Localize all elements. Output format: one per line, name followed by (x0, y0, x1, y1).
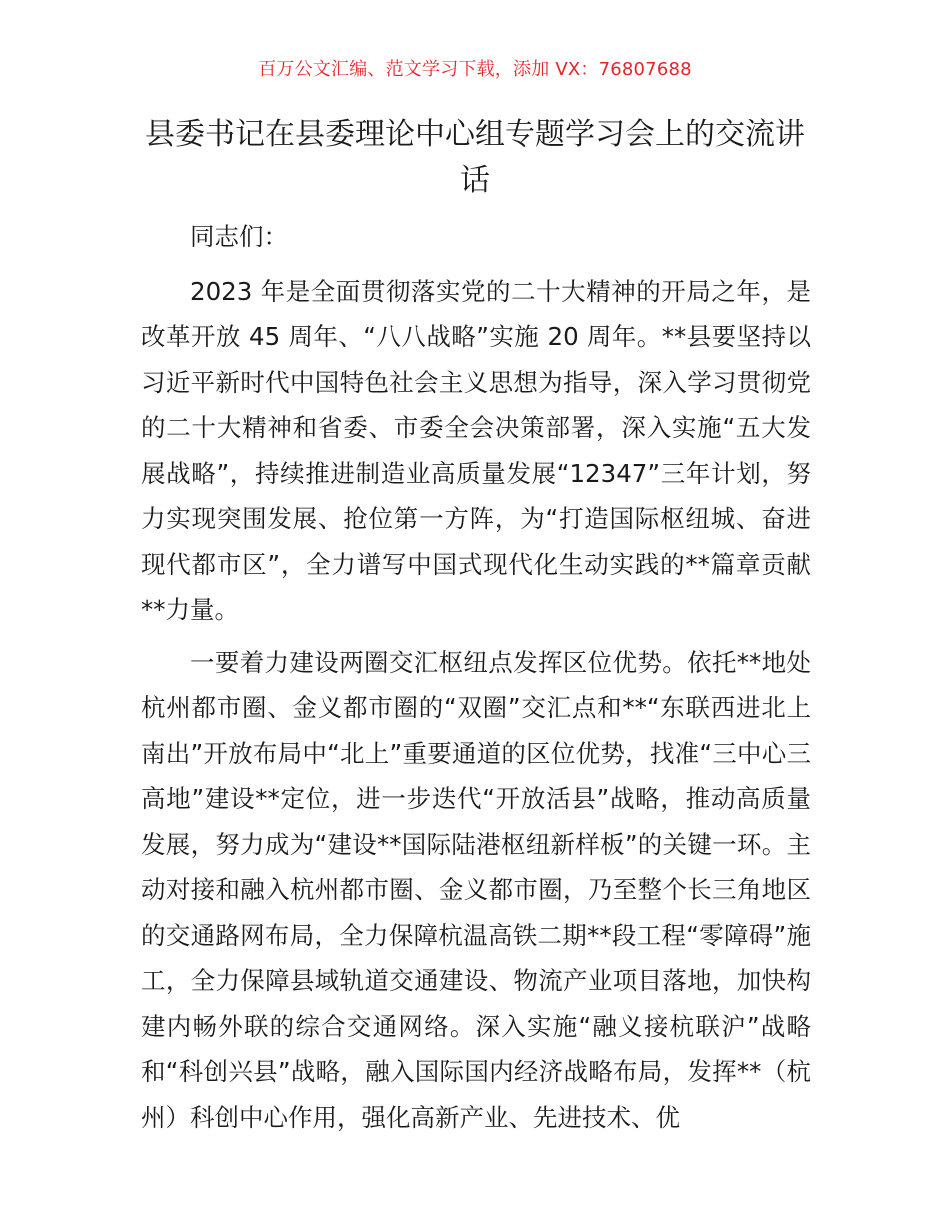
paragraph-point-one: 一要着力建设两圈交汇枢纽点发挥区位优势。依托**地处杭州都市圈、金义都市圈的“双圈”交汇点和**“东联西进北上南出”开放布局中“北上”重要通道的区位优势，找准“三中心三高地”建设**定位，进一步迭代“开放活县”战略，推动高质量发展，努力成为“建设**国际陆港枢纽新样板”的关键一环。主动对接和融入杭州都市圈、金义都市圈，乃至整个长三角地区的交通路网布局，全力保障杭温高铁二期**段工程“零障碍”施工，全力保障县域轨道交通建设、物流产业项目落地，加快构建内畅外联的综合交通网络。深入实施“融义接杭联沪”战略和“科创兴县”战略，融入国际国内经济战略布局，发挥**（杭州）科创中心作用，强化高新产业、先进技术、优 (141, 647, 811, 1132)
paragraph-intro: 2023 年是全面贯彻落实党的二十大精神的开局之年，是改革开放 45 周年、“八八战略”实施 20 周年。**县要坚持以习近平新时代中国特色社会主义思想为指导，深入学习贯彻党的二十大精神和省委、市委全会决策部署，深入实施“五大发展战略”，持续推进制造业高质量发展“12347”三年计划，努力实现突围发展、抢位第一方阵，为“打造国际枢纽城、奋进现代都市区”，全力谱写中国式现代化生动实践的**篇章贡献**力量。 (141, 276, 811, 624)
document-title: 县委书记在县委理论中心组专题学习会上的交流讲话 (145, 117, 805, 198)
header-promo-note: 百万公文汇编、范文学习下载，添加 VX：76807688 (258, 59, 692, 80)
document-body (141, 214, 811, 1147)
greeting: 同志们： (190, 222, 288, 251)
